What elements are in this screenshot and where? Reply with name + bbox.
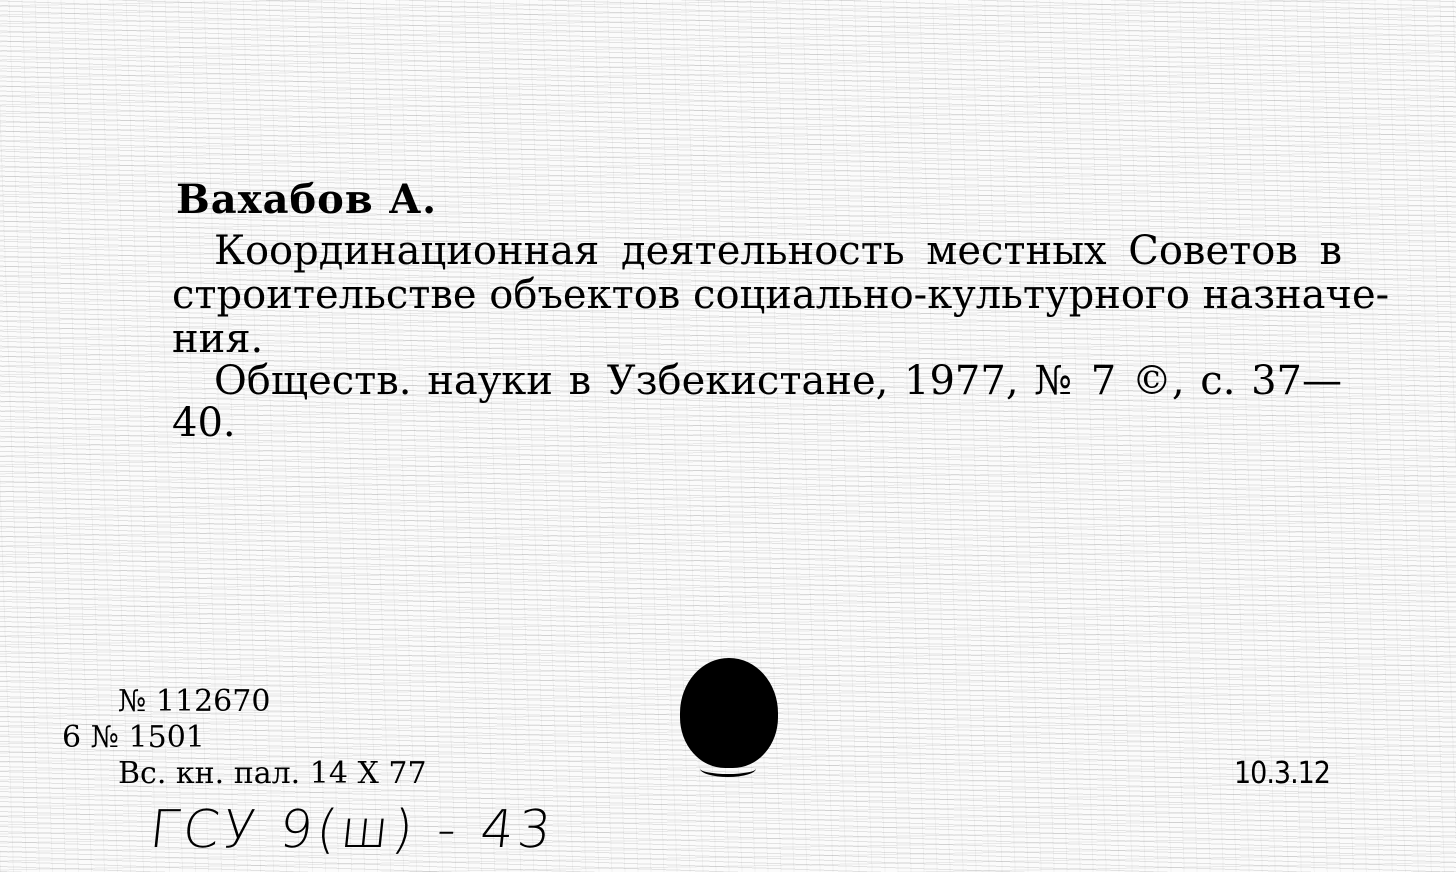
author-name: Вахабов А.	[176, 176, 438, 223]
title-line-1: Координационная деятельность местных Советов в	[214, 228, 1342, 274]
bbk-number: 6 № 1501	[62, 720, 205, 755]
punch-hole	[680, 658, 778, 768]
title-line-3: ния.	[172, 316, 264, 362]
book-chamber-stamp: Вс. кн. пал. 14 X 77	[118, 756, 427, 791]
title-line-2: строительстве объектов социально-культурного назначе-	[172, 272, 1390, 318]
date-code: 10.3.12	[1234, 756, 1330, 791]
punch-hole-edge	[700, 760, 756, 777]
source-line-2: 40.	[172, 400, 236, 446]
handwritten-shelf-code: ГСУ 9(ш) - 43	[146, 800, 558, 860]
accession-number: № 112670	[118, 684, 271, 719]
source-line-1: Обществ. науки в Узбекистане, 1977, № 7 ©, с. 37—	[214, 358, 1342, 404]
